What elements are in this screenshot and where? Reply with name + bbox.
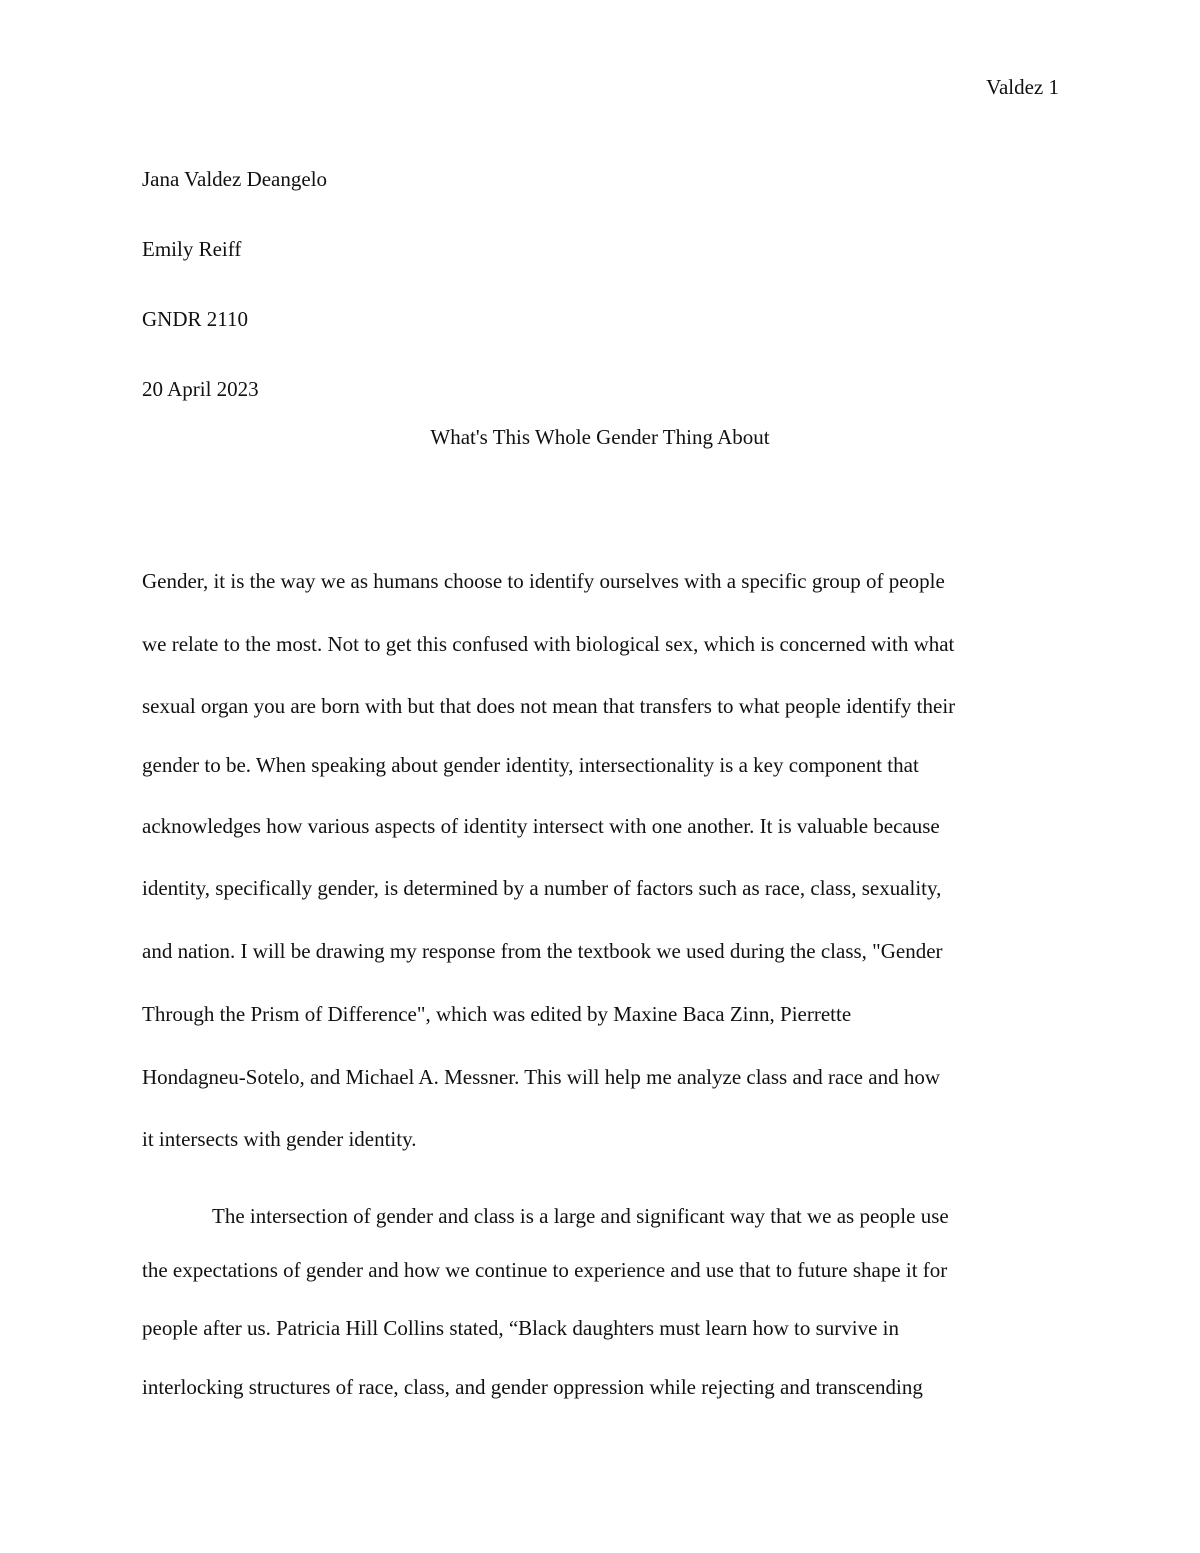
paragraph-2-line: the expectations of gender and how we continue to experience and use that to future shape it for [142,1258,948,1282]
paragraph-1-line: sexual organ you are born with but that does not mean that transfers to what people identify their [142,694,956,718]
paragraph-1-line: gender to be. When speaking about gender identity, intersectionality is a key component that [142,753,919,777]
document-title: What's This Whole Gender Thing About [430,425,770,449]
paragraph-1-line: identity, specifically gender, is determined by a number of factors such as race, class, sexuality, [142,876,942,900]
heading-block [142,144,1062,424]
paragraph-1-line: acknowledges how various aspects of identity intersect with one another. It is valuable because [142,814,940,838]
paragraph-1-line: Gender, it is the way we as humans choose to identify ourselves with a specific group of people [142,569,945,593]
paragraph-2-line: people after us. Patricia Hill Collins stated, “Black daughters must learn how to survive in [142,1316,899,1340]
paragraph-1-line: we relate to the most. Not to get this confused with biological sex, which is concerned with what [142,632,955,656]
student-name: Jana Valdez Deangelo [142,167,328,191]
paragraph-1-line: Through the Prism of Difference", which was edited by Maxine Baca Zinn, Pierrette [142,1002,852,1026]
paragraph-2-line: interlocking structures of race, class, and gender oppression while rejecting and transcending [142,1375,923,1399]
paragraph-1-line: and nation. I will be drawing my response from the textbook we used during the class, "Gender [142,939,943,963]
paragraph-1-line: Hondagneu-Sotelo, and Michael A. Messner. This will help me analyze class and race and how [142,1065,940,1089]
paragraph-1-line: it intersects with gender identity. [142,1127,417,1151]
running-head: Valdez 1 [986,75,1059,99]
course-code: GNDR 2110 [142,307,248,331]
date: 20 April 2023 [142,377,259,401]
paragraph-2-line: The intersection of gender and class is a large and significant way that we as people use [212,1204,949,1228]
instructor-name: Emily Reiff [142,237,242,261]
